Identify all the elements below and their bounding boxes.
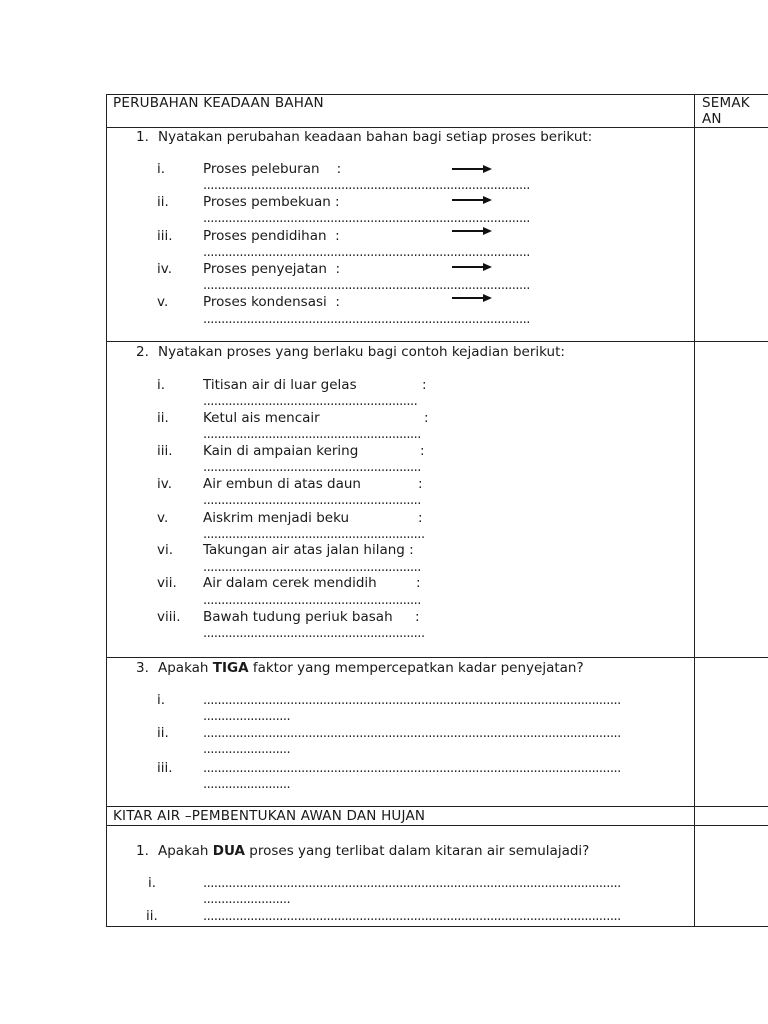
q4-question (158, 843, 589, 859)
arrow-icon (452, 292, 492, 304)
q2-item-number: iv. (157, 476, 172, 492)
q4-question-prefix: Apakah (158, 843, 213, 859)
arrow-icon (452, 261, 492, 273)
q2-item-number: vi. (157, 542, 174, 558)
q2-item-number: i. (157, 377, 166, 393)
q1-item-label: Proses kondensasi : (203, 294, 340, 310)
section-header-kitar-air: KITAR AIR –PEMBENTUKAN AWAN DAN HUJAN (113, 808, 426, 824)
q3-answer-line-cont[interactable]: ........................ (203, 710, 291, 724)
q3-item-number: i. (157, 692, 166, 708)
q1-answer-line[interactable]: .......................................................................................... (203, 313, 530, 327)
q1-item-label: Proses pendidihan : (203, 228, 340, 244)
header-bottom-border (106, 127, 768, 128)
q1-answer-line[interactable]: .......................................................................................... (203, 179, 530, 193)
check-column-border (694, 94, 695, 927)
q3-answer-line[interactable]: ................................................................................................................... (203, 694, 621, 708)
section2-header-bottom-border (106, 825, 768, 826)
q3-question-prefix: Apakah (158, 660, 213, 676)
q2-answer-line[interactable]: ........................................................... (203, 395, 418, 409)
q1-item-number: i. (157, 161, 166, 177)
section-header-perubahan: PERUBAHAN KEADAAN BAHAN (113, 95, 324, 111)
q2-item-number: v. (157, 510, 169, 526)
q3-number: 3. (136, 660, 149, 676)
q1-answer-line[interactable]: .......................................................................................... (203, 246, 530, 260)
q1-answer-line[interactable]: .......................................................................................... (203, 279, 530, 293)
q1-item-number: iv. (157, 261, 172, 277)
q2-item-colon: : (418, 510, 423, 526)
arrow-icon (452, 163, 492, 175)
q3-item-number: ii. (157, 725, 169, 741)
q2-item-colon: : (416, 575, 421, 591)
q1-answer-line[interactable]: .......................................................................................... (203, 212, 530, 226)
table-left-border (106, 94, 107, 927)
q1-item-label: Proses peleburan : (203, 161, 342, 177)
q2-item-number: vii. (157, 575, 177, 591)
q2-answer-line[interactable]: ............................................................ (203, 561, 421, 575)
q2-item-number: viii. (157, 609, 181, 625)
arrow-icon (452, 194, 492, 206)
q4-number: 1. (136, 843, 149, 859)
q1-bottom-border (106, 341, 768, 342)
q3-answer-line[interactable]: ................................................................................................................... (203, 727, 621, 741)
q2-answer-line[interactable]: ............................................................. (203, 627, 425, 641)
q1-item-number: iii. (157, 228, 173, 244)
q2-number: 2. (136, 344, 149, 360)
q4-question-bold: DUA (212, 843, 245, 859)
q2-answer-line[interactable]: ............................................................ (203, 594, 421, 608)
q1-number: 1. (136, 129, 149, 145)
arrow-icon (452, 225, 492, 237)
q1-item-number: v. (157, 294, 169, 310)
q2-item-colon: : (422, 377, 427, 393)
q2-item-label: Air embun di atas daun (203, 476, 361, 492)
q2-item-number: ii. (157, 410, 169, 426)
q2-answer-line[interactable]: ............................................................ (203, 461, 421, 475)
q2-item-label: Bawah tudung periuk basah (203, 609, 393, 625)
q4-answer-line[interactable]: ................................................................................................................... (203, 877, 621, 891)
q3-answer-line[interactable]: ................................................................................................................... (203, 762, 621, 776)
q2-bottom-border (106, 657, 768, 658)
q3-answer-line-cont[interactable]: ........................ (203, 778, 291, 792)
check-column-header-line1: SEMAK (702, 95, 750, 111)
q3-bottom-border (106, 806, 768, 807)
table-bottom-border (106, 926, 768, 927)
q2-item-label: Takungan air atas jalan hilang : (203, 542, 414, 558)
q4-answer-line-cont[interactable]: ........................ (203, 893, 291, 907)
q1-item-label: Proses penyejatan : (203, 261, 341, 277)
q2-item-label: Ketul ais mencair (203, 410, 320, 426)
q2-item-number: iii. (157, 443, 173, 459)
check-column-header-line2: AN (702, 111, 722, 127)
q2-question: Nyatakan proses yang berlaku bagi contoh kejadian berikut: (158, 344, 565, 360)
q1-item-label: Proses pembekuan : (203, 194, 340, 210)
q1-item-number: ii. (157, 194, 169, 210)
q2-item-label: Titisan air di luar gelas (203, 377, 357, 393)
q2-item-label: Aiskrim menjadi beku (203, 510, 350, 526)
q4-answer-line[interactable]: ................................................................................................................... (203, 910, 621, 924)
q3-question (158, 660, 584, 676)
q2-item-label: Kain di ampaian kering (203, 443, 359, 459)
q3-question-bold: TIGA (212, 660, 249, 676)
q3-answer-line-cont[interactable]: ........................ (203, 743, 291, 757)
q4-question-suffix: proses yang terlibat dalam kitaran air semulajadi? (244, 843, 590, 859)
q2-answer-line[interactable]: ............................................................ (203, 428, 421, 442)
q2-item-colon: : (420, 443, 425, 459)
q1-question: Nyatakan perubahan keadaan bahan bagi setiap proses berikut: (158, 129, 593, 145)
q2-item-colon: : (415, 609, 420, 625)
q4-item-number: ii. (146, 908, 158, 924)
q3-item-number: iii. (157, 760, 173, 776)
q2-answer-line[interactable]: ............................................................. (203, 528, 425, 542)
q2-answer-line[interactable]: ............................................................ (203, 494, 421, 508)
q2-item-label: Air dalam cerek mendidih (203, 575, 377, 591)
q2-item-colon: : (418, 476, 423, 492)
q2-item-colon: : (424, 410, 429, 426)
q3-question-suffix: faktor yang mempercepatkan kadar penyejatan? (248, 660, 584, 676)
q4-item-number: i. (148, 875, 157, 891)
